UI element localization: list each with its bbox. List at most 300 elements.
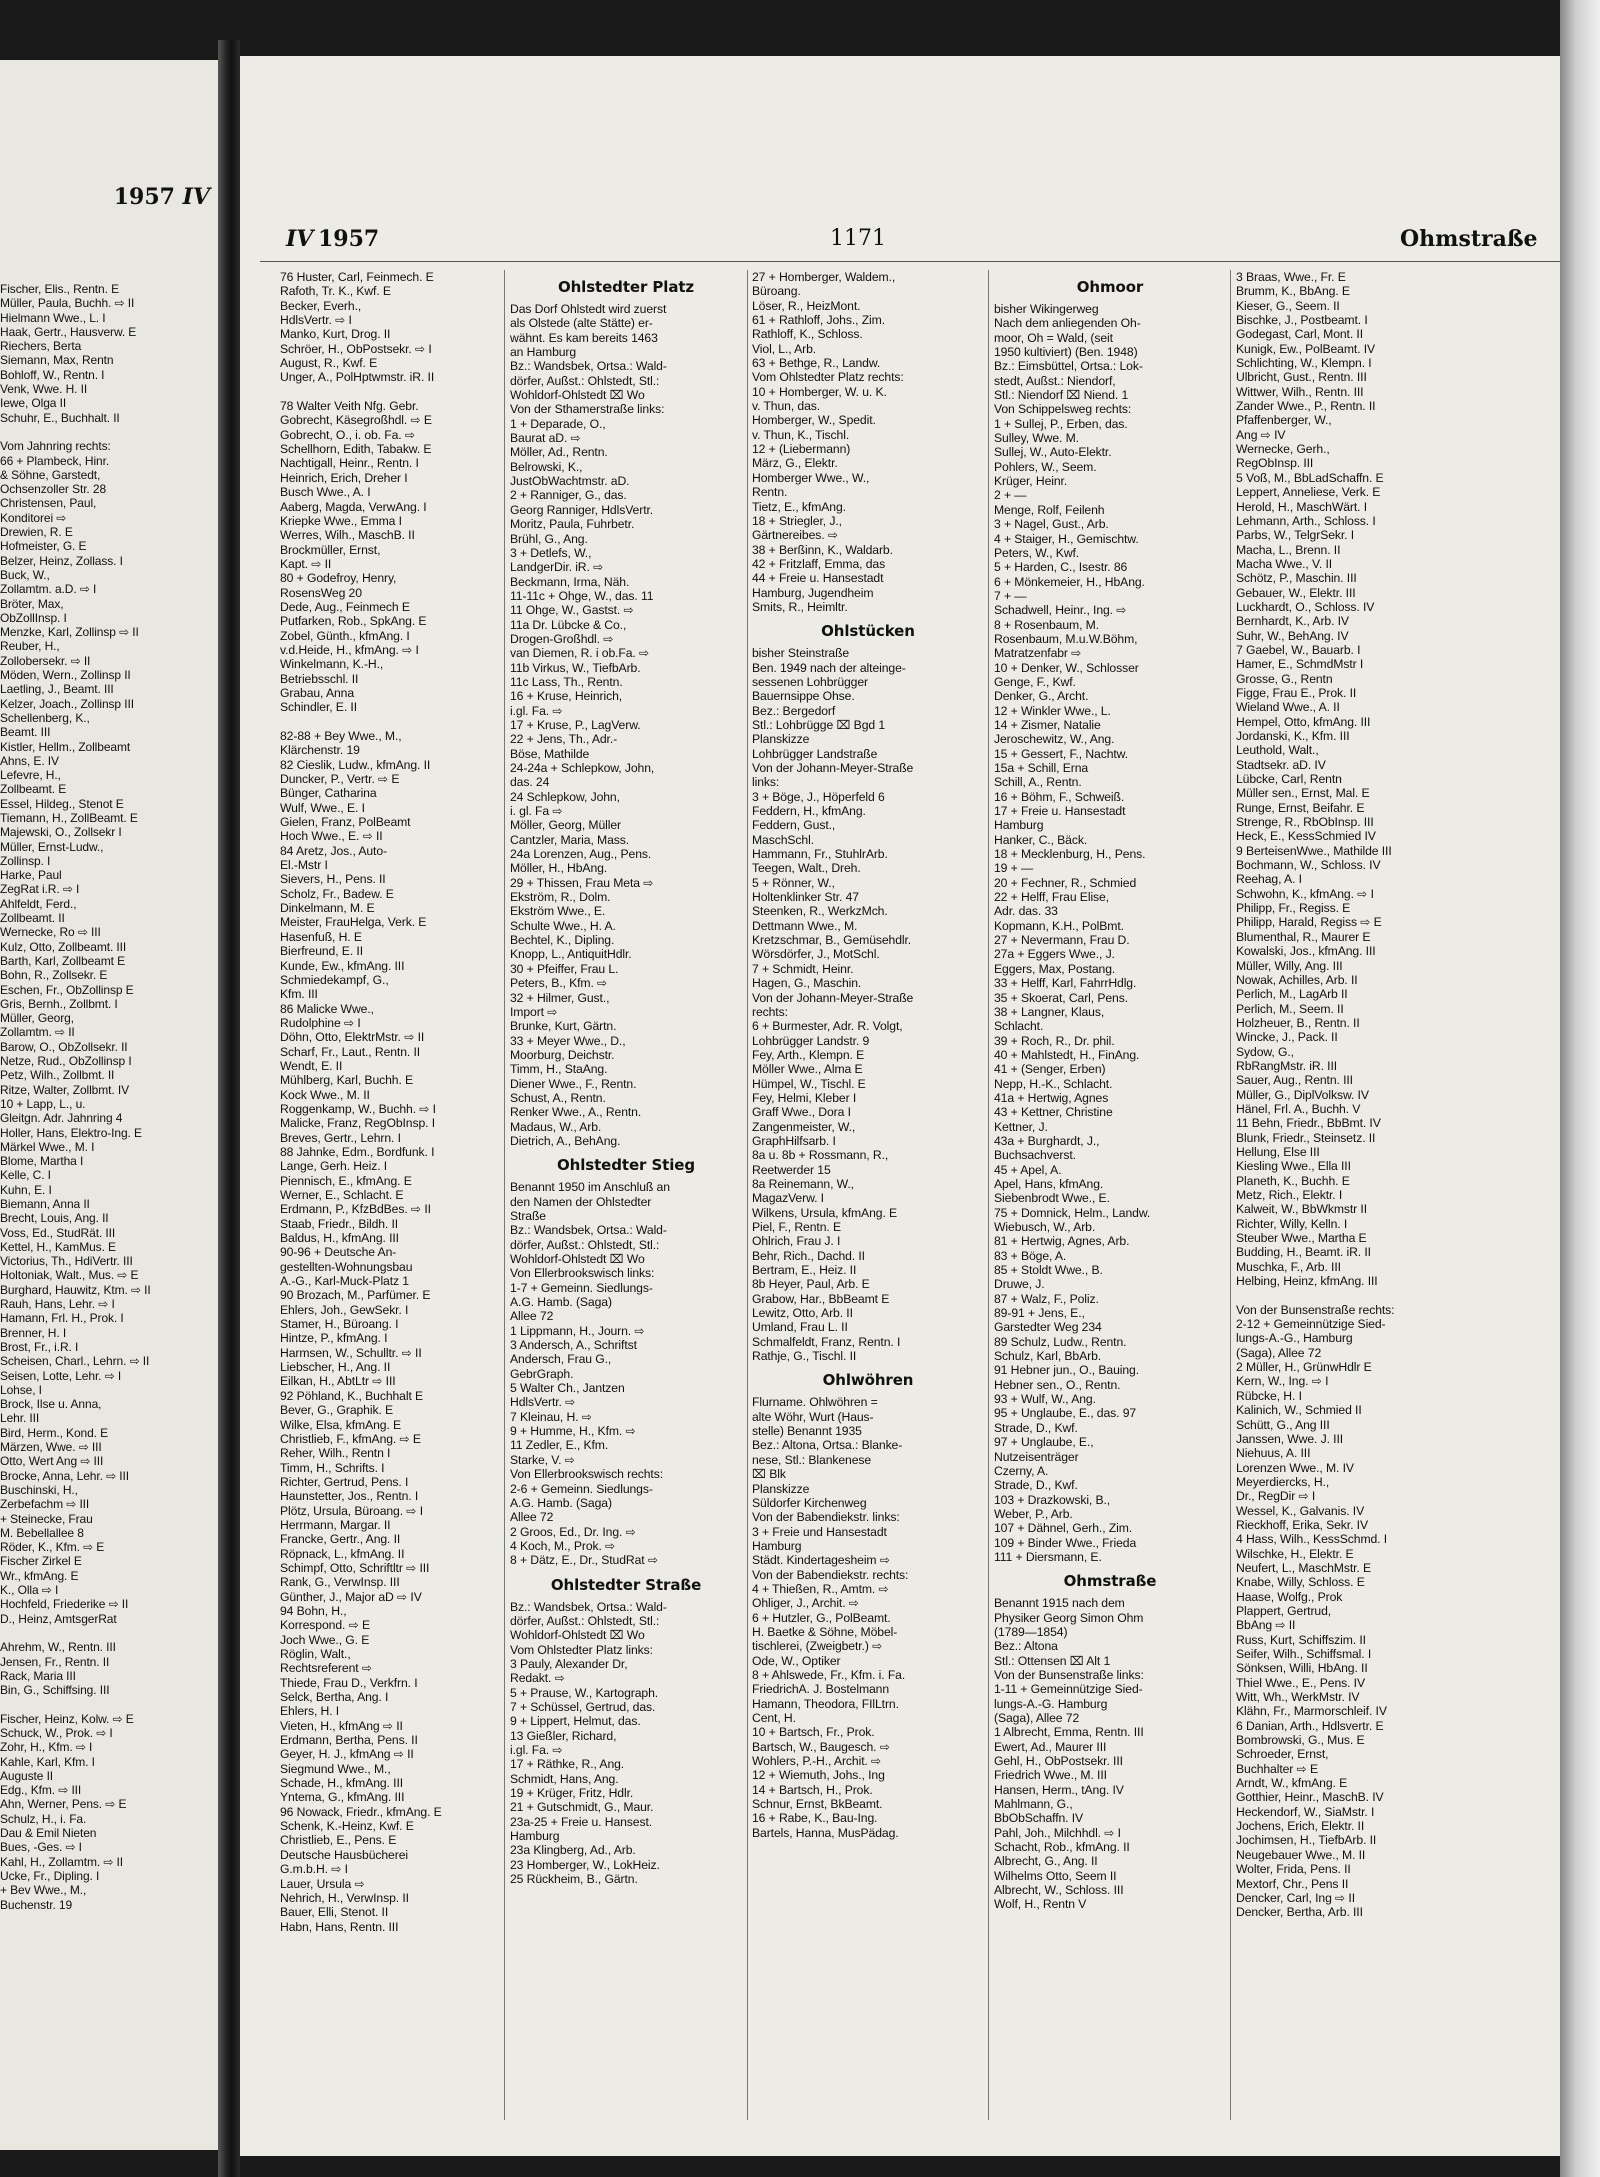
directory-entry: LandgerDir. iR. ⇨ bbox=[510, 560, 604, 575]
directory-entry: Timm, H., StaAng. bbox=[510, 1062, 608, 1077]
directory-entry: Meyerdiercks, H., bbox=[1236, 1474, 1330, 1489]
directory-entry: Klärchenstr. 19 bbox=[280, 743, 360, 758]
directory-entry: 6 Danian, Arth., Hdlsvertr. E bbox=[1236, 1718, 1384, 1733]
directory-entry: Bz.: Wandsbek, Ortsa.: Wald- bbox=[510, 1223, 667, 1238]
directory-entry: Belzer, Heinz, Zollass. I bbox=[0, 553, 123, 568]
directory-entry: Tiemann, H., ZollBeamt. E bbox=[0, 810, 138, 825]
directory-entry: Malicke, Franz, RegObInsp. I bbox=[280, 1116, 436, 1131]
directory-entry: Hempel, Otto, kfmAng. III bbox=[1236, 714, 1371, 729]
directory-entry: bisher Wikingerweg bbox=[994, 302, 1099, 316]
directory-entry: Dr., RegDir ⇨ I bbox=[1236, 1489, 1316, 1504]
directory-entry: Bird, Herm., Kond. E bbox=[0, 1425, 109, 1440]
directory-entry: Sönksen, Willi, HbAng. II bbox=[1236, 1661, 1368, 1676]
directory-entry: Heck, E., KessSchmied IV bbox=[1236, 829, 1376, 844]
directory-entry: RosensWeg 20 bbox=[280, 585, 362, 600]
directory-entry: 23a Klingberg, Ad., Arb. bbox=[510, 1843, 636, 1858]
directory-entry: HdlsVertr. ⇨ bbox=[510, 1395, 576, 1410]
directory-entry: 5 Walter Ch., Jantzen bbox=[510, 1381, 625, 1396]
directory-entry: Gielen, Franz, PolBeamt bbox=[280, 815, 411, 830]
directory-entry: Schuck, W., Prok. ⇨ I bbox=[0, 1725, 113, 1740]
column-divider bbox=[988, 270, 989, 2120]
directory-entry: Sievers, H., Pens. II bbox=[280, 872, 386, 887]
directory-entry: Timm, H., Schrifts. I bbox=[280, 1460, 385, 1475]
directory-entry: Märkel Wwe., M. I bbox=[0, 1139, 95, 1154]
directory-entry: Buchenstr. 19 bbox=[0, 1897, 73, 1912]
directory-entry: Haunstetter, Jos., Rentn. I bbox=[280, 1489, 419, 1504]
column-divider bbox=[504, 270, 505, 2120]
directory-entry: Ewert, Ad., Maurer III bbox=[994, 1739, 1107, 1754]
directory-entry: Von der Johann-Meyer-Straße bbox=[752, 990, 914, 1005]
directory-entry: Krüger, Heinr. bbox=[994, 474, 1068, 489]
directory-entry: 7 Kleinau, H. ⇨ bbox=[510, 1409, 592, 1424]
directory-entry: 12 + Winkler Wwe., L. bbox=[994, 703, 1111, 718]
directory-entry: Kistler, Hellm., Zollbeamt bbox=[0, 739, 131, 754]
directory-entry: Fey, Helmi, Kleber I bbox=[752, 1090, 857, 1105]
directory-entry: 1 Albrecht, Emma, Rentn. III bbox=[994, 1725, 1144, 1740]
directory-entry: Jochens, Erich, Elektr. II bbox=[1236, 1819, 1365, 1834]
page-street-header: Ohmstraße bbox=[1400, 226, 1538, 252]
page-edge bbox=[1560, 0, 1600, 2177]
directory-entry: Meister, FrauHelga, Verk. E bbox=[280, 915, 427, 930]
directory-entry: Majewski, O., Zollsekr I bbox=[0, 825, 122, 840]
book-gutter bbox=[218, 40, 240, 2177]
directory-entry: Gotthier, Heinr., MaschB. IV bbox=[1236, 1790, 1384, 1805]
directory-entry: Joch Wwe., G. E bbox=[280, 1632, 370, 1647]
directory-entry: v. Thun, das. bbox=[752, 399, 821, 414]
directory-entry: Benannt 1915 nach dem bbox=[994, 1596, 1125, 1611]
directory-entry: den Namen der Ohlstedter bbox=[510, 1194, 652, 1209]
directory-entry: ⌧ Blk bbox=[752, 1467, 786, 1482]
directory-entry: Georg Ranniger, HdlsVertr. bbox=[510, 502, 654, 517]
directory-entry: Perlich, M., LagArb II bbox=[1236, 987, 1348, 1002]
directory-entry: (Saga), Allee 72 bbox=[1236, 1345, 1322, 1360]
directory-entry: Scheisen, Charl., Lehrn. ⇨ II bbox=[0, 1354, 150, 1369]
directory-entry: Stl.: Niendorf ⌧ Niend. 1 bbox=[994, 388, 1129, 403]
directory-entry: 16 + Rabe, K., Bau-Ing. bbox=[752, 1811, 878, 1826]
directory-entry: Czerny, A. bbox=[994, 1463, 1049, 1478]
street-heading: Ohlstedter Stieg bbox=[557, 1156, 695, 1175]
directory-entry: 80 + Godefroy, Henry, bbox=[280, 571, 397, 586]
directory-entry: Brühl, G., Ang. bbox=[510, 531, 588, 546]
directory-entry: RbRangMstr. iR. III bbox=[1236, 1058, 1338, 1073]
directory-entry: 25 Rückheim, B., Gärtn. bbox=[510, 1872, 638, 1887]
directory-entry: Lehr. III bbox=[0, 1411, 40, 1426]
directory-entry: Thiede, Frau D., Verkfrn. I bbox=[280, 1675, 418, 1690]
left-page-fragment bbox=[0, 60, 218, 2150]
directory-entry bbox=[0, 425, 214, 439]
directory-entry: 8a u. 8b + Rossmann, R., bbox=[752, 1148, 889, 1163]
directory-entry: 8b Heyer, Paul, Arb. E bbox=[752, 1277, 870, 1292]
directory-entry: Gobrecht, O., i. ob. Fa. ⇨ bbox=[280, 427, 415, 442]
directory-entry: Grabow, Har., BbBeamt E bbox=[752, 1291, 890, 1306]
directory-entry: 3 + Detlefs, W., bbox=[510, 545, 592, 560]
directory-entry: Buck, W., bbox=[0, 567, 50, 582]
directory-entry: Pahl, Joh., Milchhdl. ⇨ I bbox=[994, 1825, 1121, 1840]
directory-entry: Beckmann, Irma, Näh. bbox=[510, 574, 630, 589]
directory-entry: Allee 72 bbox=[510, 1510, 554, 1525]
directory-entry: 44 + Freie u. Hansestadt bbox=[752, 571, 884, 586]
directory-entry: Seisen, Lotte, Lehr. ⇨ I bbox=[0, 1368, 122, 1383]
directory-entry: Hebner sen., O., Rentn. bbox=[994, 1377, 1121, 1392]
directory-entry: Stl.: Ottensen ⌧ Alt 1 bbox=[994, 1653, 1111, 1668]
directory-entry: Smits, R., Heimltr. bbox=[752, 599, 848, 614]
directory-entry: Bartels, Hanna, MusPädag. bbox=[752, 1825, 899, 1840]
directory-entry: Selck, Bertha, Ang. I bbox=[280, 1690, 389, 1705]
directory-entry: August, R., Kwf. E bbox=[280, 356, 378, 371]
directory-entry: 9 + Lippert, Helmut, das. bbox=[510, 1714, 641, 1729]
directory-entry: Ritze, Walter, Zollbmt. IV bbox=[0, 1082, 129, 1097]
directory-entry: Herrmann, Margar. II bbox=[280, 1517, 391, 1532]
directory-entry: Rieckhoff, Erika, Sekr. IV bbox=[1236, 1517, 1368, 1532]
directory-entry: H. Baetke & Söhne, Möbel- bbox=[752, 1624, 898, 1639]
directory-entry: Zangenmeister, W., bbox=[752, 1119, 856, 1134]
directory-entry: Wessel, K., Galvanis. IV bbox=[1236, 1503, 1365, 1518]
directory-entry: Bechtel, K., Dipling. bbox=[510, 933, 615, 948]
directory-entry: 85 + Stoldt Wwe., B. bbox=[994, 1263, 1103, 1278]
directory-entry: Riechers, Berta bbox=[0, 339, 82, 354]
street-heading: Ohlstedter Platz bbox=[557, 278, 695, 296]
directory-entry: Staab, Friedr., Bildh. II bbox=[280, 1216, 399, 1231]
directory-entry: A.G. Hamb. (Saga) bbox=[510, 1295, 612, 1310]
directory-entry: Hochfeld, Friederike ⇨ II bbox=[0, 1597, 129, 1612]
directory-entry: Schmiedekampf, G., bbox=[280, 972, 389, 987]
directory-entry: Bartsch, W., Baugesch. ⇨ bbox=[752, 1739, 890, 1754]
directory-entry: Hamburg bbox=[510, 1829, 560, 1844]
directory-entry: 38 + Berßinn, K., Waldarb. bbox=[752, 542, 893, 557]
directory-entry: (1789—1854) bbox=[994, 1624, 1068, 1639]
directory-entry: Kahl, H., Zollamtm. ⇨ II bbox=[0, 1854, 124, 1869]
directory-entry: ZegRat i.R. ⇨ I bbox=[0, 882, 80, 897]
directory-entry: Brock, Ilse u. Anna, bbox=[0, 1397, 102, 1412]
directory-entry: Vieten, H., kfmAng ⇨ II bbox=[280, 1718, 403, 1733]
directory-entry: Richter, Willy, Kelln. I bbox=[1236, 1216, 1348, 1231]
directory-entry: 11 Zedler, E., Kfm. bbox=[510, 1438, 609, 1453]
directory-entry: Müller, Willy, Ang. III bbox=[1236, 958, 1343, 973]
directory-entry: 12 + (Liebermann) bbox=[752, 442, 851, 457]
directory-entry: Jeroschewitz, W., Ang. bbox=[994, 732, 1115, 747]
directory-entry: 11 Behn, Friedr., BbBmt. IV bbox=[1236, 1116, 1381, 1131]
directory-entry: Kalinich, W., Schmied II bbox=[1236, 1403, 1362, 1418]
directory-entry: 30 + Pfeiffer, Frau L. bbox=[510, 961, 619, 976]
directory-entry: Iewe, Olga II bbox=[0, 396, 67, 411]
street-heading: Ohlstedter Straße bbox=[550, 1575, 702, 1594]
directory-entry: Busch Wwe., A. I bbox=[280, 485, 371, 500]
directory-entry: 8a Reinemann, W., bbox=[752, 1176, 854, 1191]
directory-entry: 88 Jahnke, Edm., Bordfunk. I bbox=[280, 1144, 435, 1159]
street-heading: Ohlwöhren bbox=[822, 1371, 914, 1390]
directory-entry: Schwohn, K., kfmAng. ⇨ I bbox=[1236, 886, 1374, 901]
directory-entry: Bez.: Bergedorf bbox=[752, 703, 836, 718]
directory-entry: Starke, V. ⇨ bbox=[510, 1452, 575, 1467]
directory-entry: Stamer, H., Büroang. I bbox=[280, 1317, 399, 1332]
left-header-year: 1957 bbox=[113, 184, 175, 210]
directory-entry: Schimpf, Otto, Schriftltr ⇨ III bbox=[280, 1560, 430, 1575]
directory-entry: Dau & Emil Nieten bbox=[0, 1826, 97, 1841]
directory-entry: Schroeder, Ernst, bbox=[1236, 1747, 1329, 1762]
directory-entry: Duncker, P., Vertr. ⇨ E bbox=[280, 772, 400, 787]
directory-entry: Hoch Wwe., E. ⇨ II bbox=[280, 829, 383, 844]
directory-entry: 15 + Gessert, F., Nachtw. bbox=[994, 746, 1128, 761]
directory-entry: Zobel, Günth., kfmAng. I bbox=[280, 628, 410, 643]
directory-entry: Kapt. ⇨ II bbox=[280, 556, 332, 571]
directory-entry: Schulz, H., i. Fa. bbox=[0, 1811, 87, 1826]
directory-entry: Zollbeamt. E bbox=[0, 782, 67, 797]
directory-entry: 2 Müller, H., GrünwHdlr E bbox=[1236, 1360, 1372, 1375]
directory-entry: 20 + Fechner, R., Schmied bbox=[994, 875, 1137, 890]
directory-entry: Klähn, Fr., Marmorschleif. IV bbox=[1236, 1704, 1387, 1719]
directory-entry: Von der Bunsenstraße rechts: bbox=[1236, 1302, 1395, 1317]
directory-entry: links: bbox=[752, 775, 780, 790]
directory-entry: JustObWachtmstr. aD. bbox=[510, 474, 630, 489]
directory-entry: 18 + Striegler, J., bbox=[752, 513, 842, 528]
directory-entry: Von Ellerbrookswisch links: bbox=[510, 1266, 655, 1281]
directory-entry: Drewien, R. E bbox=[0, 525, 73, 540]
directory-entry: Rathje, G., Tischl. II bbox=[752, 1349, 857, 1364]
directory-entry: Hammann, Fr., StuhlrArb. bbox=[752, 847, 888, 862]
street-heading: Ohmstraße bbox=[1063, 1572, 1157, 1591]
street-heading: Ohlstücken bbox=[821, 622, 915, 641]
directory-entry: 90 Brozach, M., Parfümer. E bbox=[280, 1288, 431, 1303]
directory-entry: 38 + Langner, Klaus, bbox=[994, 1004, 1105, 1019]
directory-entry: Druwe, J. bbox=[994, 1277, 1045, 1292]
directory-entry: Bin, G., Schiffsing. III bbox=[0, 1683, 110, 1698]
directory-entry: 4 Hass, Wilh., KessSchmd. I bbox=[1236, 1532, 1388, 1547]
directory-entry: Adr. das. 33 bbox=[994, 904, 1058, 919]
directory-entry: 92 Pöhland, K., Buchhalt E bbox=[280, 1388, 424, 1403]
directory-entry: BbObSchaffn. IV bbox=[994, 1811, 1084, 1826]
directory-entry: Nepp, H.-K., Schlacht. bbox=[994, 1076, 1113, 1091]
directory-entry: Kopmann, K.H., PolBmt. bbox=[994, 918, 1124, 933]
directory-entry: Brunke, Kurt, Gärtn. bbox=[510, 1019, 617, 1034]
directory-entry: Brockmüller, Ernst, bbox=[280, 542, 381, 557]
directory-entry: 3 + Freie und Hansestadt bbox=[752, 1524, 887, 1539]
directory-entry: Schulz, Karl, BbArb. bbox=[994, 1349, 1102, 1364]
directory-entry: Pfaffenberger, W., bbox=[1236, 413, 1332, 428]
directory-entry: Müller sen., Ernst, Mal. E bbox=[1236, 786, 1370, 801]
directory-entry: Rack, Maria III bbox=[0, 1668, 76, 1683]
directory-entry: 10 + Homberger, W. u. K. bbox=[752, 384, 887, 399]
directory-entry: 41 + (Senger, Erben) bbox=[994, 1062, 1106, 1077]
directory-entry: Habn, Hans, Rentn. III bbox=[280, 1919, 399, 1934]
directory-entry: 27 + Homberger, Waldem., bbox=[752, 270, 896, 284]
directory-entry: 83 + Böge, A. bbox=[994, 1248, 1067, 1263]
directory-entry: 45 + Apel, A. bbox=[994, 1162, 1062, 1177]
directory-entry: 16 + Kruse, Heinrich, bbox=[510, 689, 623, 704]
directory-entry: Becker, Everh., bbox=[280, 298, 362, 313]
directory-entry: Eschen, Fr., ObZollinsp E bbox=[0, 982, 134, 997]
directory-entry: Wilkens, Ursula, kfmAng. E bbox=[752, 1205, 898, 1220]
directory-entry: lungs-A.-G. Hamburg bbox=[994, 1696, 1108, 1711]
directory-entry: Schindler, E. II bbox=[280, 700, 357, 715]
directory-entry: Parbs, W., TelgrSekr. I bbox=[1236, 528, 1355, 543]
directory-entry: 109 + Binder Wwe., Frieda bbox=[994, 1535, 1137, 1550]
page-volume: IV bbox=[286, 226, 314, 252]
directory-entry: 11a Dr. Lübcke & Co., bbox=[510, 617, 627, 632]
directory-entry: Otto, Wert Ang ⇨ III bbox=[0, 1454, 104, 1469]
directory-entry: Wilke, Elsa, kfmAng. E bbox=[280, 1417, 402, 1432]
directory-entry: Cantzler, Maria, Mass. bbox=[510, 832, 630, 847]
directory-entry: Weber, P., Arb. bbox=[994, 1506, 1073, 1521]
directory-entry: 27 + Nevermann, Frau D. bbox=[994, 933, 1130, 948]
directory-entry: i.gl. Fa. ⇨ bbox=[510, 1743, 563, 1757]
directory-entry: Holtenklinker Str. 47 bbox=[752, 890, 859, 905]
directory-entry: Kunde, Ew., kfmAng. III bbox=[280, 958, 405, 973]
directory-entry: Denker, G., Archt. bbox=[994, 689, 1089, 704]
directory-entry: 27a + Eggers Wwe., J. bbox=[994, 947, 1115, 962]
directory-entry: Ucke, Fr., Dipling. I bbox=[0, 1868, 100, 1883]
directory-entry: Vom Ohlstedter Platz rechts: bbox=[752, 370, 904, 385]
directory-entry: Brost, Fr., i.R. I bbox=[0, 1339, 79, 1354]
directory-entry: Viol, L., Arb. bbox=[752, 341, 817, 356]
directory-entry: 6 + Hutzler, G., PolBeamt. bbox=[752, 1610, 891, 1625]
directory-entry: Gobrecht, Käsegroßhdl. ⇨ E bbox=[280, 413, 432, 428]
directory-entry: Sauer, Aug., Rentn. III bbox=[1236, 1073, 1353, 1088]
directory-entry: Wulf, Wwe., E. I bbox=[280, 800, 365, 815]
directory-entry: Zollinsp. I bbox=[0, 853, 51, 868]
directory-entry: Allee 72 bbox=[510, 1309, 554, 1324]
directory-entry: Homberger, W., Spedit. bbox=[752, 413, 876, 428]
directory-entry: 11b Virkus, W., TiefbArb. bbox=[510, 660, 641, 675]
directory-entry: Schnur, Ernst, BkBeamt. bbox=[752, 1797, 883, 1812]
column-divider bbox=[1230, 270, 1231, 2120]
directory-entry: 4 + Staiger, H., Gemischtw. bbox=[994, 531, 1139, 546]
directory-entry: Macha, L., Brenn. II bbox=[1236, 542, 1341, 557]
directory-entry: Wohldorf-Ohlstedt ⌧ Wo bbox=[510, 388, 645, 403]
directory-entry: Von der Bunsenstraße links: bbox=[994, 1667, 1144, 1682]
directory-entry: Lehmann, Arth., Schloss. I bbox=[1236, 513, 1376, 528]
directory-entry: Bröter, Max, bbox=[0, 596, 64, 611]
directory-entry: stelle) Benannt 1935 bbox=[752, 1424, 862, 1439]
directory-entry: 1950 kultiviert) (Ben. 1948) bbox=[994, 345, 1138, 360]
directory-entry: Kiesling Wwe., Ella III bbox=[1236, 1159, 1351, 1174]
directory-entry: Zollamtm. ⇨ II bbox=[0, 1025, 75, 1040]
directory-entry: Feddern, Gust., bbox=[752, 818, 836, 833]
directory-entry: D., Heinz, AmtsgerRat bbox=[0, 1611, 117, 1626]
directory-entry: Planskizze bbox=[752, 732, 810, 747]
directory-entry: 1-11 + Gemeinnützige Sied- bbox=[994, 1682, 1143, 1697]
directory-entry: 8 + Ahlswede, Fr., Kfm. i. Fa. bbox=[752, 1667, 906, 1682]
directory-entry: Günther, J., Major aD ⇨ IV bbox=[280, 1589, 422, 1604]
directory-entry: Flurname. Ohlwöhren = bbox=[752, 1395, 878, 1410]
page-year: 1957 bbox=[318, 226, 380, 252]
directory-entry: Graff Wwe., Dora I bbox=[752, 1105, 851, 1120]
directory-entry: Rafoth, Tr. K., Kwf. E bbox=[280, 284, 391, 299]
directory-entry: Wiebusch, W., Arb. bbox=[994, 1220, 1096, 1234]
directory-entry: Winkelmann, K.-H., bbox=[280, 657, 384, 672]
directory-entry: GebrGraph. bbox=[510, 1366, 574, 1381]
directory-entry: Nutzeisenträger bbox=[994, 1449, 1079, 1464]
directory-entry: Wernecke, Gerh., bbox=[1236, 442, 1330, 457]
directory-entry: Teegen, Walt., Dreh. bbox=[752, 861, 861, 876]
directory-entry: 15a + Schill, Erna bbox=[994, 761, 1089, 775]
directory-entry: Kahle, Karl, Kfm. I bbox=[0, 1754, 95, 1769]
directory-entry: 10 + Bartsch, Fr., Prok. bbox=[752, 1725, 875, 1740]
directory-entry: Möller, Georg, Müller bbox=[510, 818, 622, 833]
directory-entry: Unger, A., PolHptwmstr. iR. II bbox=[280, 370, 435, 385]
directory-entry: Müller, Ernst-Ludw., bbox=[0, 839, 104, 854]
directory-entry: Ochsenzoller Str. 28 bbox=[0, 482, 107, 497]
directory-entry: Harke, Paul bbox=[0, 868, 62, 883]
directory-entry: GraphHilfsarb. I bbox=[752, 1133, 836, 1148]
directory-entry: Zohr, H., Kfm. ⇨ I bbox=[0, 1740, 93, 1755]
directory-entry: Leppert, Anneliese, Verk. E bbox=[1236, 485, 1381, 500]
directory-entry: Behr, Rich., Dachd. II bbox=[752, 1248, 865, 1263]
directory-entry: Venk, Wwe. H. II bbox=[0, 382, 88, 397]
directory-entry: dörfer, Außst.: Ohlstedt, Stl.: bbox=[510, 1237, 660, 1252]
directory-entry: tischlerei, (Zweigbetr.) ⇨ bbox=[752, 1639, 883, 1654]
directory-entry: Schadwell, Heinr., Ing. ⇨ bbox=[994, 603, 1127, 618]
directory-entry: 42 + Fritzlaff, Emma, das bbox=[752, 556, 886, 571]
column-5 bbox=[1236, 270, 1464, 1920]
directory-entry: Reehag, A. I bbox=[1236, 872, 1302, 887]
directory-entry: Von Ellerbrookswisch rechts: bbox=[510, 1467, 663, 1482]
directory-entry: Brumm, K., BbAng. E bbox=[1236, 284, 1350, 299]
directory-entry: Brenner, H. I bbox=[0, 1325, 67, 1340]
directory-entry: Laetling, J., Beamt. III bbox=[0, 682, 114, 697]
directory-entry: Steenken, R., WerkzMch. bbox=[752, 904, 888, 919]
directory-entry: Bochmann, W., Schloss. IV bbox=[1236, 858, 1381, 873]
directory-entry: 6 + Mönkemeier, H., HbAng. bbox=[994, 574, 1145, 589]
directory-entry: 40 + Mahlstedt, H., FinAng. bbox=[994, 1047, 1140, 1062]
directory-entry: Bz.: Wandsbek, Ortsa.: Wald- bbox=[510, 359, 667, 374]
directory-entry: Budding, H., Beamt. iR. II bbox=[1236, 1245, 1371, 1260]
directory-entry: Bohn, R., Zollsekr. E bbox=[0, 968, 108, 983]
directory-entry: Biemann, Anna II bbox=[0, 1197, 90, 1211]
directory-entry: 3 Pauly, Alexander Dr, bbox=[510, 1656, 628, 1671]
directory-entry: Lohbrügger Landstr. 9 bbox=[752, 1033, 870, 1048]
directory-entry: Peters, B., Kfm. ⇨ bbox=[510, 976, 608, 991]
directory-entry: Hansen, Herm., tAng. IV bbox=[994, 1782, 1124, 1797]
directory-entry: Döhn, Otto, ElektrMstr. ⇨ II bbox=[280, 1030, 425, 1045]
directory-entry: Stadtsekr. aD. IV bbox=[1236, 757, 1326, 772]
directory-entry: Röglin, Walt., bbox=[280, 1647, 351, 1661]
directory-entry: Christlieb, F., kfmAng. ⇨ E bbox=[280, 1431, 421, 1446]
directory-entry: 3 + Nagel, Gust., Arb. bbox=[994, 517, 1109, 532]
directory-entry: 1 + Deparade, O., bbox=[510, 416, 606, 431]
directory-entry: Lohbrügger Landstraße bbox=[752, 746, 878, 761]
directory-entry: 2 + Ranniger, G., das. bbox=[510, 488, 627, 503]
directory-entry: Ben. 1949 nach der alteinge- bbox=[752, 660, 906, 675]
directory-entry: Hagen, G., Maschin. bbox=[752, 976, 862, 991]
directory-entry: Nehrich, H., VerwInsp. II bbox=[280, 1890, 409, 1905]
directory-entry: Essel, Hildeg., Stenot E bbox=[0, 796, 124, 811]
directory-entry: Bohloff, W., Rentn. I bbox=[0, 367, 105, 382]
directory-entry: Bierfreund, E. II bbox=[280, 944, 363, 959]
directory-entry: Kern, W., Ing. ⇨ I bbox=[1236, 1374, 1329, 1389]
directory-entry: Nowak, Achilles, Arb. II bbox=[1236, 972, 1358, 987]
directory-entry: Schlacht. bbox=[994, 1019, 1044, 1034]
directory-entry: Hintze, P., kfmAng. I bbox=[280, 1331, 388, 1346]
directory-entry: HdlsVertr. ⇨ I bbox=[280, 313, 352, 328]
directory-entry: 90-96 + Deutsche An- bbox=[280, 1245, 397, 1260]
directory-entry: Helbing, Heinz, kfmAng. III bbox=[1236, 1274, 1378, 1289]
directory-entry: 76 Huster, Carl, Feinmech. E bbox=[280, 270, 434, 284]
directory-entry: Zollbeamt. II bbox=[0, 911, 65, 926]
directory-entry: Bischke, J., Postbeamt. I bbox=[1236, 313, 1368, 328]
directory-entry: Hamburg bbox=[994, 818, 1044, 833]
directory-entry: Werner, E., Schlacht. E bbox=[280, 1188, 404, 1202]
directory-entry: i.gl. Fa. ⇨ bbox=[510, 703, 563, 718]
directory-entry: Umland, Frau L. II bbox=[752, 1320, 848, 1335]
directory-entry: Kuhn, E. I bbox=[0, 1182, 52, 1197]
directory-entry: Wohlers, P.-H., Archit. ⇨ bbox=[752, 1754, 882, 1769]
directory-entry: 86 Malicke Wwe., bbox=[280, 1001, 374, 1016]
directory-entry: Neufert, L., MaschMstr. E bbox=[1236, 1560, 1371, 1575]
directory-entry: Hamburg bbox=[752, 1538, 802, 1553]
directory-entry: 96 Nowack, Friedr., kfmAng. E bbox=[280, 1804, 442, 1819]
directory-entry: Menge, Rolf, Feilenh bbox=[994, 502, 1105, 517]
directory-entry: Rank, G., VerwInsp. III bbox=[280, 1575, 400, 1590]
